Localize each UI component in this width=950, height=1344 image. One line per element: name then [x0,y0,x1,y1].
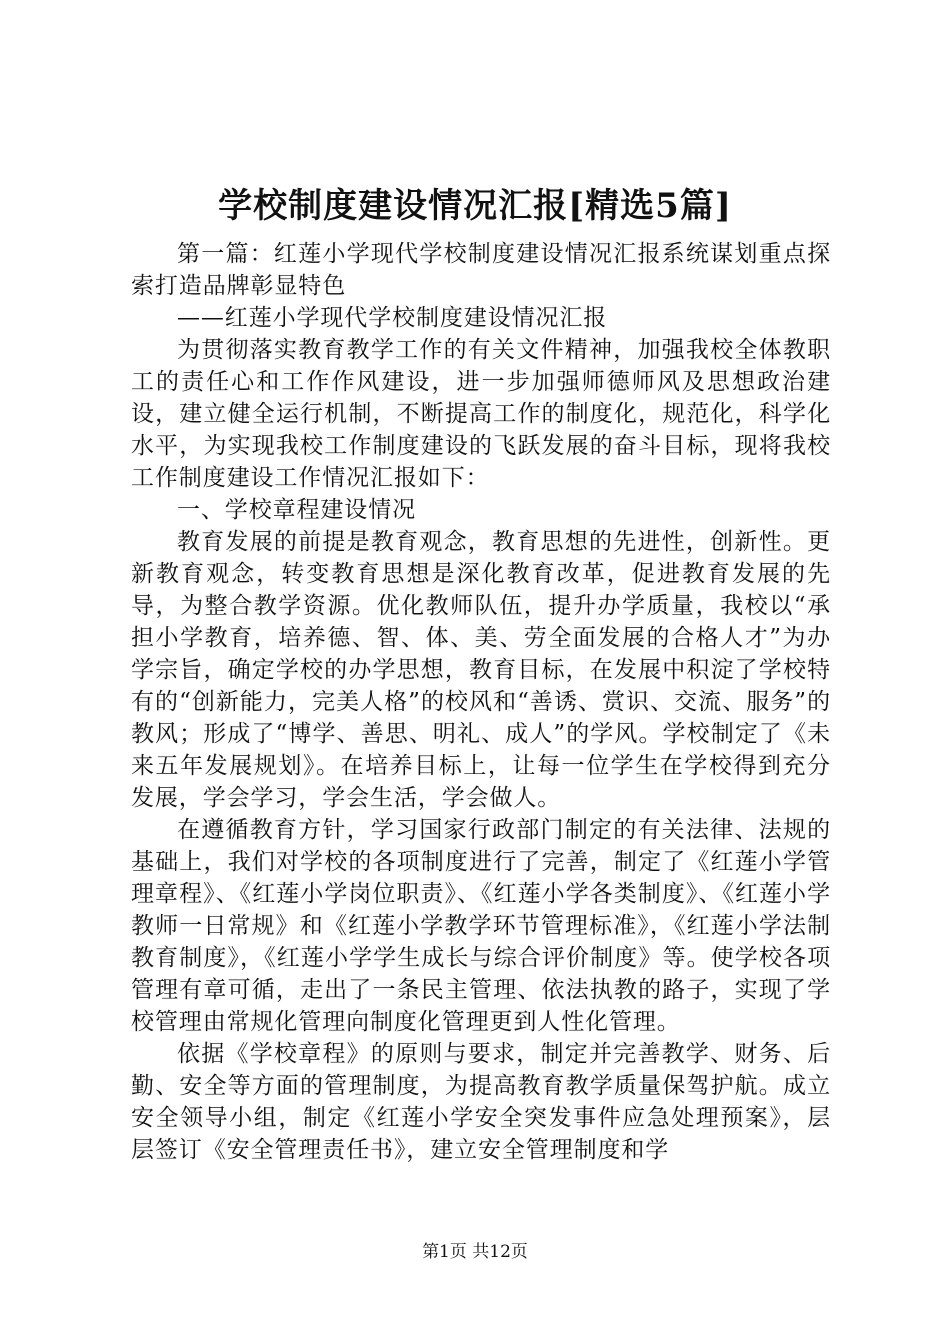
paragraph: ——红莲小学现代学校制度建设情况汇报 [177,305,608,331]
paragraph: 依据《学校章程》的原则与要求，制定并完善教学、财务、后勤、安全等方面的管理制度，为提高教育教学质量保驾护航。成立安全领导小组，制定《红莲小学安全突发事件应急处理预案》，层层签订《安全管理责任书》，建立安全管理制度和学 [131,1041,831,1163]
page-footer: 第1页 共12页 [422,1242,528,1262]
paragraph: 教育发展的前提是教育观念，教育思想的先进性，创新性。更新教育观念，转变教育思想是深化教育改革，促进教育发展的先导，为整合教学资源。优化教师队伍，提升办学质量，我校以“承担小学教育，培养德、智、体、美、劳全面发展的合格人才”为办学宗旨，确定学校的办学思想，教育目标，在发展中积淀了学校特有的“创新能力，完美人格”的校风和“善诱、赏识、交流、服务”的教风；形成了“博学、善思、明礼、成人”的学风。学校制定了《未来五年发展规划》。在培养目标上，让每一位学生在学校得到充分发展，学会学习，学会生活，学会做人。 [131,529,831,811]
section-heading: 一、学校章程建设情况 [177,497,416,523]
paragraph: 第一篇：红莲小学现代学校制度建设情况汇报系统谋划重点探索打造品牌彰显特色 [131,241,831,299]
document-title: 学校制度建设情况汇报[精选5篇] [218,186,732,226]
document-body [131,238,831,1166]
paragraph: 在遵循教育方针，学习国家行政部门制定的有关法律、法规的基础上，我们对学校的各项制度进行了完善，制定了《红莲小学管理章程》、《红莲小学岗位职责》、《红莲小学各类制度》、《红莲小学教师一日常规》和《红莲小学教学环节管理标准》，《红莲小学法制教育制度》，《红莲小学学生成长与综合评价制度》等。使学校各项管理有章可循，走出了一条民主管理、依法执教的路子，实现了学校管理由常规化管理向制度化管理更到人性化管理。 [131,817,831,1035]
paragraph: 为贯彻落实教育教学工作的有关文件精神，加强我校全体教职工的责任心和工作作风建设，进一步加强师德师风及思想政治建设，建立健全运行机制，不断提高工作的制度化，规范化，科学化水平，为实现我校工作制度建设的飞跃发展的奋斗目标，现将我校工作制度建设工作情况汇报如下： [131,337,831,491]
